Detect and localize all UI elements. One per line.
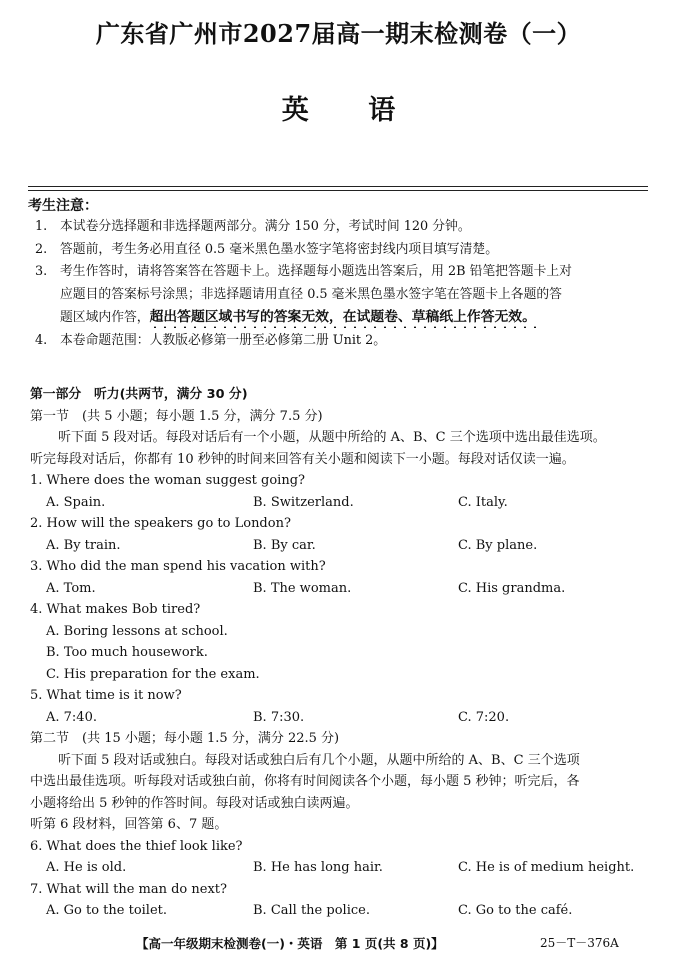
question-stem: 1. Where does the woman suggest going?	[30, 473, 305, 488]
option-c: C. 7:20.	[458, 709, 510, 725]
question-options	[30, 900, 665, 922]
exam-notice	[28, 196, 653, 352]
notice-item-text: 本试卷分选择题和非选择题两部分。满分 150 分，考试时间 120 分钟。	[60, 219, 471, 234]
option-b: B. Call the police.	[253, 903, 370, 918]
subject-title: 英 语	[281, 95, 396, 126]
listening-section	[30, 384, 665, 922]
notice-item-text: 考生作答时，请将答案答在答题卡上。选择题每小题选出答案后，用 2B 铅笔把答题卡上对	[60, 264, 572, 279]
option-a: A. By train.	[46, 537, 121, 553]
section-instructions: 听下面 5 段对话或独白。每段对话或独白后有几个小题，从题中所给的 A、B、C 三个选项	[58, 752, 580, 768]
notice-item-number: 2.	[35, 241, 48, 257]
notice-item-number: 3.	[35, 264, 48, 279]
notice-item	[28, 239, 653, 262]
option-c: C. His grandma.	[458, 580, 566, 596]
question-options	[30, 707, 665, 729]
notice-item	[28, 330, 653, 353]
exam-title: 广东省广州市2027届高一期末检测卷（一）	[95, 19, 582, 48]
notice-warning-emphasis: 超出答题区域书写的答案无效，在试题卷、草稿纸上作答无效。	[149, 309, 536, 325]
option-a: A. Tom.	[46, 580, 96, 596]
option-a: A. He is old.	[46, 860, 127, 875]
question-options	[30, 535, 665, 557]
question-options	[30, 492, 665, 514]
option-c: C. He is of medium height.	[458, 860, 635, 875]
notice-item-text: 答题前，考生务必用直径 0.5 毫米黑色墨水签字笔将密封线内项目填写清楚。	[60, 241, 498, 257]
notice-item-number: 4.	[35, 332, 48, 348]
notice-item-text: 题区域内作答，	[60, 310, 150, 325]
material-heading: 听第 6 段材料，回答第 6、7 题。	[30, 817, 228, 832]
option-c: C. Italy.	[458, 494, 508, 510]
question-stem: 4. What makes Bob tired?	[30, 602, 201, 617]
question-stem: 3. Who did the man spend his vacation with?	[30, 559, 326, 574]
footer-page-info: 【高一年级期末检测卷(一)・英语 第 1 页(共 8 页)】	[136, 936, 444, 951]
option-c: C. His preparation for the exam.	[46, 666, 260, 682]
notice-item-text: 本卷命题范围：人教版必修第一册至必修第二册 Unit 2。	[60, 332, 387, 348]
option-a: A. 7:40.	[46, 709, 97, 725]
option-a: A. Boring lessons at school.	[46, 623, 228, 639]
section-title: 第一节 (共 5 小题；每小题 1.5 分，满分 7.5 分)	[30, 408, 323, 424]
divider-line	[28, 190, 648, 191]
option-c: C. By plane.	[458, 537, 538, 553]
question-options	[30, 857, 665, 879]
footer-code: 25－T－376A	[540, 936, 619, 950]
option-c: C. Go to the café.	[458, 903, 573, 918]
section-instructions: 听完每段对话后，你都有 10 秒钟的时间来回答有关小题和阅读下一小题。每段对话仅读一遍。	[30, 451, 575, 467]
notice-item-text: 应题目的答案标号涂黑；非选择题请用直径 0.5 毫米黑色墨水签字笔在答题卡上各题的答	[60, 286, 562, 302]
option-b: B. Switzerland.	[253, 494, 354, 510]
notice-item	[28, 216, 653, 239]
part-title: 第一部分 听力(共两节，满分 30 分)	[30, 387, 248, 402]
option-b: B. By car.	[253, 537, 316, 553]
section-instructions: 听下面 5 段对话。每段对话后有一个小题，从题中所给的 A、B、C 三个选项中选出最佳选项。	[58, 430, 606, 445]
option-b: B. The woman.	[253, 580, 352, 596]
notice-title: 考生注意：	[28, 198, 98, 214]
notice-item-text-line	[31, 306, 653, 330]
option-a: A. Go to the toilet.	[46, 903, 168, 918]
option-b: B. 7:30.	[253, 709, 305, 725]
section-title: 第二节 (共 15 小题；每小题 1.5 分，满分 22.5 分)	[30, 731, 340, 746]
question-stem: 6. What does the thief look like?	[30, 838, 243, 854]
option-b: B. He has long hair.	[253, 860, 383, 875]
option-b: B. Too much housework.	[46, 645, 208, 660]
divider-line	[28, 186, 648, 187]
question-stem: 2. How will the speakers go to London?	[30, 516, 291, 531]
notice-item	[28, 261, 653, 330]
question-stem: 7. What will the man do next?	[30, 881, 227, 897]
section-instructions: 小题将给出 5 秒钟的作答时间。每段对话或独白读两遍。	[30, 795, 359, 811]
notice-item-number: 1.	[35, 219, 48, 234]
question-options	[30, 578, 665, 600]
question-stem: 5. What time is it now?	[30, 688, 182, 703]
option-a: A. Spain.	[46, 494, 106, 510]
section-instructions: 中选出最佳选项。听每段对话或独白前，你将有时间阅读各个小题，每小题 5 秒钟；听完后，各	[30, 774, 580, 789]
